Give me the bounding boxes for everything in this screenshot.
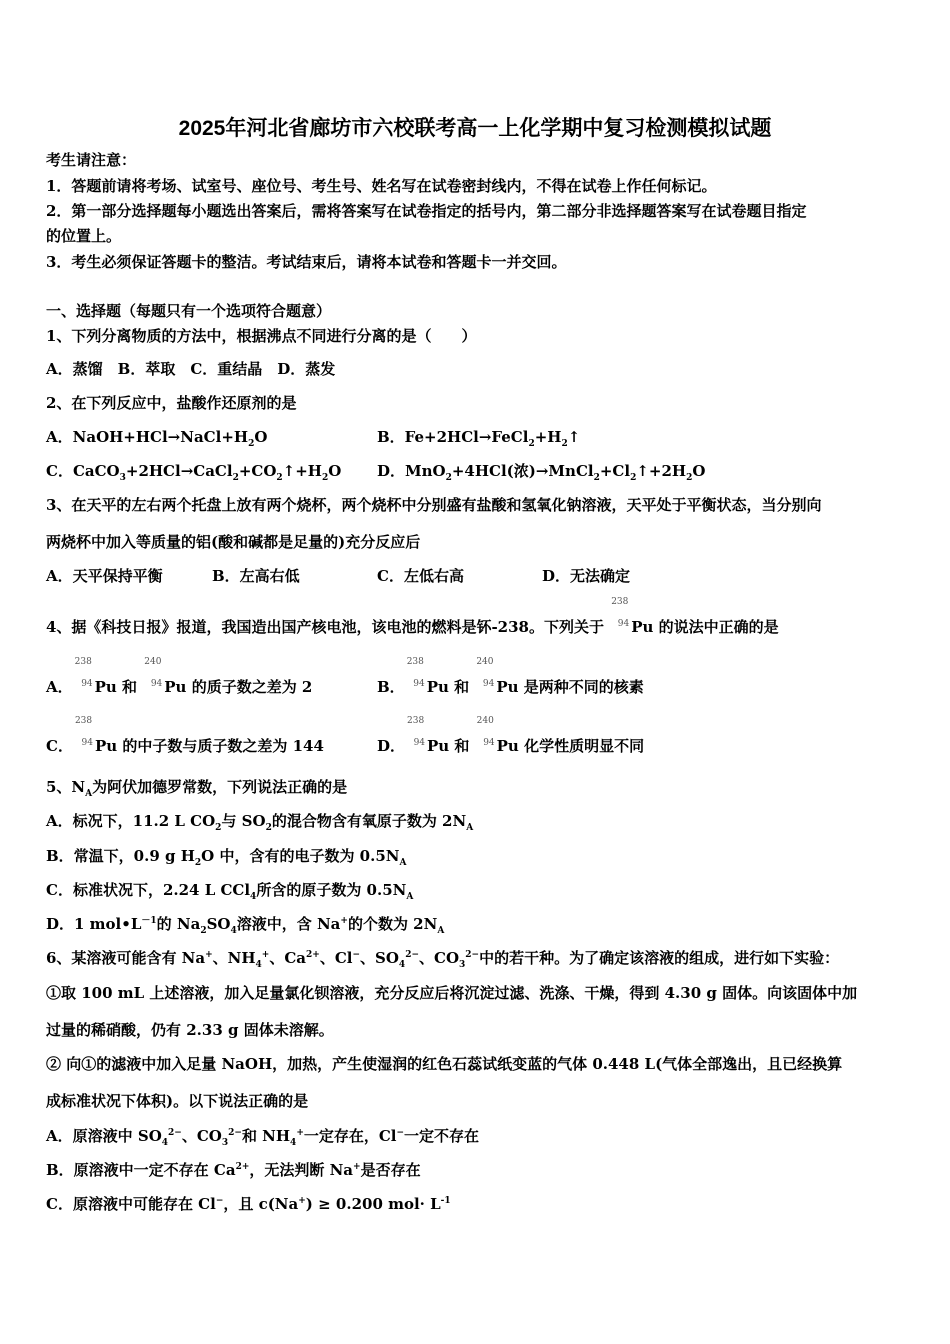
text-run: 一定不存在	[404, 1127, 480, 1145]
atomic-number: 94	[483, 738, 495, 748]
question-6-step-1: 过量的稀硝酸，仍有 2.33 g 固体未溶解。	[46, 1021, 334, 1039]
subscript: A	[437, 926, 445, 936]
question-5-option-a	[46, 811, 473, 831]
question-4-option-d	[377, 716, 645, 756]
text-run: Pu 和	[427, 737, 475, 755]
text-run: 中的若干种。为了确定该溶液的组成，进行如下实验：	[479, 949, 840, 967]
text-run: ↑+2H	[636, 462, 687, 480]
text-run: 一定存在，Cl	[303, 1127, 397, 1145]
text-run: 溶液中，含 Na	[236, 915, 341, 933]
atomic-number: 94	[150, 679, 163, 689]
atomic-number: 94	[617, 619, 630, 629]
question-1-options: A．蒸馏 B．萃取 C．重结晶 D．蒸发	[46, 360, 336, 378]
subscript: 3	[459, 960, 466, 970]
subscript: 2	[528, 439, 535, 449]
question-5-option-c	[46, 880, 413, 900]
mass-number: 238	[611, 597, 629, 607]
nuclide-notation	[609, 597, 631, 632]
subscript: A	[466, 823, 474, 833]
mass-number: 238	[74, 716, 93, 726]
text-run: D．	[377, 737, 406, 755]
superscript: 2+	[306, 950, 320, 960]
nuclide-notation	[475, 716, 497, 751]
subscript: 2	[593, 473, 600, 483]
text-run: O	[692, 462, 706, 480]
notice-heading: 考生请注意：	[46, 151, 137, 169]
question-5-option-b	[46, 846, 406, 866]
text-run: ↑	[567, 428, 581, 446]
superscript: 2+	[235, 1162, 250, 1172]
subscript: 2	[561, 439, 568, 449]
question-3-stem: 3、在天平的左右两个托盘上放有两个烧杯，两个烧杯中分别盛有盐酸和氢氧化钠溶液，天平处于平衡状态，当分别向	[46, 496, 822, 514]
text-run: C．	[46, 737, 73, 755]
nuclide-notation	[142, 657, 164, 692]
text-run: 的 Na	[156, 915, 201, 933]
question-2-option-d	[377, 461, 705, 481]
text-run: O 中，含有的电子数为 0.5N	[201, 847, 400, 865]
text-run: B．常温下，0.9 g H	[46, 847, 195, 865]
text-run: Pu 和	[426, 678, 475, 696]
atomic-number: 94	[482, 679, 495, 689]
question-3-stem: 两烧杯中加入等质量的铝(酸和碱都是足量的)充分反应后	[46, 533, 421, 551]
superscript: −	[396, 1128, 405, 1138]
superscript: -1	[440, 1196, 451, 1206]
atomic-number: 94	[413, 738, 426, 748]
text-run: A．标况下，11.2 L CO	[46, 812, 216, 830]
question-6-option-c	[46, 1194, 451, 1214]
mass-number: 238	[406, 657, 424, 667]
text-run: C．标准状况下，2.24 L CCl	[46, 881, 251, 899]
subscript: 3	[221, 1138, 229, 1148]
text-run: 与 SO	[221, 812, 266, 830]
question-4-option-a	[46, 657, 313, 697]
subscript: A	[406, 892, 414, 902]
question-5-option-d	[46, 914, 444, 934]
question-1-stem: 1、下列分离物质的方法中，根据沸点不同进行分离的是（ ）	[46, 327, 477, 345]
mass-number: 238	[74, 657, 92, 667]
atomic-number: 94	[413, 679, 425, 689]
superscript: −	[352, 950, 361, 960]
text-run: 为阿伏加德罗常数，下列说法正确的是	[92, 778, 348, 796]
superscript: +	[340, 916, 348, 926]
text-run: C．CaCO	[46, 462, 120, 480]
superscript: 2−	[168, 1128, 182, 1138]
subscript: 2	[248, 439, 255, 449]
subscript: 2	[215, 823, 222, 833]
text-run: 的个数为 2N	[347, 915, 438, 933]
text-run: 、NH	[212, 949, 256, 967]
superscript: +	[298, 1196, 306, 1206]
notice-item: 3．考生必须保证答题卡的整洁。考试结束后，请将本试卷和答题卡一并交回。	[46, 253, 567, 271]
text-run: 所含的原子数为 0.5N	[256, 881, 407, 899]
subscript: 4	[255, 960, 262, 970]
superscript: 2−	[465, 950, 480, 960]
subscript: 4	[290, 1138, 297, 1148]
text-run: 、CO	[419, 949, 460, 967]
text-run: C．原溶液中可能存在 Cl	[46, 1195, 216, 1213]
superscript: 2−	[405, 950, 419, 960]
text-run: 和 NH	[241, 1127, 291, 1145]
subscript: A	[85, 789, 93, 799]
subscript: 2	[194, 858, 202, 868]
text-run: 、Ca	[269, 949, 307, 967]
subscript: 2	[445, 473, 452, 483]
question-6-step-1: ①取 100 mL 上述溶液，加入足量氯化钡溶液，充分反应后将沉淀过滤、洗涤、干燥，得到 4.30 g 固体。向该固体中加	[46, 984, 858, 1002]
question-3-option-d: D．无法确定	[542, 567, 631, 585]
text-run: B．	[377, 678, 405, 696]
text-run: ，无法判断 Na	[249, 1161, 354, 1179]
text-run: 、SO	[360, 949, 399, 967]
question-6-stem	[46, 948, 839, 968]
mass-number: 240	[144, 657, 162, 667]
superscript: 2−	[228, 1128, 242, 1138]
text-run: A．NaOH+HCl→NaCl+H	[46, 428, 249, 446]
superscript: +	[353, 1162, 361, 1172]
atomic-number: 94	[81, 679, 93, 689]
text-run: ↑+H	[282, 462, 322, 480]
question-2-stem: 2、在下列反应中，盐酸作还原剂的是	[46, 394, 297, 412]
superscript: +	[261, 950, 270, 960]
text-run: +H	[534, 428, 562, 446]
subscript: 2	[200, 926, 207, 936]
notice-item: 1．答题前请将考场、试室号、座位号、考生号、姓名写在试卷密封线内，不得在试卷上作任何标记。	[46, 177, 717, 195]
question-6-option-a	[46, 1126, 479, 1146]
nuclide-notation	[405, 657, 427, 692]
question-2-option-a	[46, 427, 267, 447]
question-6-option-b	[46, 1160, 421, 1180]
superscript: +	[296, 1128, 304, 1138]
text-run: Pu 的质子数之差为 2	[164, 678, 313, 696]
text-run: +2HCl→CaCl	[125, 462, 233, 480]
text-run: Pu 是两种不同的核素	[496, 678, 644, 696]
section-heading: 一、选择题（每题只有一个选项符合题意）	[46, 302, 332, 320]
nuclide-notation	[474, 657, 496, 692]
subscript: 4	[398, 960, 406, 970]
text-run: B．Fe+2HCl→FeCl	[377, 428, 529, 446]
text-run: 6、某溶液可能含有 Na	[46, 949, 206, 967]
page-title: 2025年河北省廊坊市六校联考高一上化学期中复习检测模拟试题	[178, 117, 772, 140]
subscript: 4	[161, 1138, 169, 1148]
text-run: 、CO	[181, 1127, 222, 1145]
text-run: Pu 化学性质明显不同	[496, 737, 645, 755]
subscript: 2	[265, 823, 272, 833]
text-run: 5、N	[46, 778, 86, 796]
superscript: +	[205, 950, 213, 960]
text-run: SO	[206, 915, 231, 933]
text-run: O	[254, 428, 268, 446]
question-4-stem	[46, 597, 779, 637]
notice-item: 的位置上。	[46, 227, 122, 245]
text-run: Pu 和	[94, 678, 143, 696]
text-run: B．原溶液中一定不存在 Ca	[46, 1161, 236, 1179]
subscript: 2	[232, 473, 239, 483]
text-run: Pu 的说法中正确的是	[631, 618, 779, 636]
subscript: 4	[250, 892, 257, 902]
text-run: D．1 mol•L	[46, 915, 142, 933]
nuclide-notation	[73, 716, 95, 751]
nuclide-notation	[405, 716, 427, 751]
text-run: D．MnO	[377, 462, 446, 480]
superscript: －1	[141, 916, 157, 926]
mass-number: 238	[407, 716, 425, 726]
text-run: +CO	[238, 462, 277, 480]
nuclide-notation	[73, 657, 95, 692]
superscript: −	[215, 1196, 224, 1206]
subscript: A	[399, 858, 407, 868]
mass-number: 240	[476, 657, 494, 667]
subscript: 4	[230, 926, 237, 936]
subscript: 2	[686, 473, 693, 483]
question-3-option-b: B．左高右低	[212, 567, 300, 585]
subscript: 3	[119, 473, 126, 483]
question-2-option-b	[377, 427, 580, 447]
text-run: 、Cl	[319, 949, 353, 967]
question-3-option-c: C．左低右高	[377, 567, 464, 585]
notice-item: 2．第一部分选择题每小题选出答案后，需将答案写在试卷指定的括号内，第二部分非选择题答案写在试卷题目指定	[46, 202, 807, 220]
text-run: 是否存在	[360, 1161, 421, 1179]
question-4-option-c	[46, 716, 324, 756]
text-run: +4HCl(浓)→MnCl	[451, 462, 594, 480]
question-2-option-c	[46, 461, 341, 481]
text-run: A．原溶液中 SO	[46, 1127, 162, 1145]
text-run: 的混合物含有氧原子数为 2N	[271, 812, 467, 830]
text-run: ，且 c(Na	[223, 1195, 299, 1213]
subscript: 2	[276, 473, 283, 483]
question-5-stem	[46, 777, 347, 797]
text-run: A．	[46, 678, 73, 696]
text-run: O	[328, 462, 342, 480]
text-run: ) ≥ 0.200 mol· L	[305, 1195, 441, 1213]
question-4-option-b	[377, 657, 644, 697]
subscript: 2	[321, 473, 329, 483]
question-3-option-a: A．天平保持平衡	[46, 567, 163, 585]
question-6-step-2: 成标准状况下体积)。以下说法正确的是	[46, 1092, 309, 1110]
mass-number: 240	[476, 716, 494, 726]
text-run: Pu 的中子数与质子数之差为 144	[94, 737, 324, 755]
question-6-step-2: ② 向①的滤液中加入足量 NaOH，加热，产生使湿润的红色石蕊试纸变蓝的气体 0.448 L(气体全部逸出，且已经换算	[46, 1055, 843, 1073]
text-run: 4、据《科技日报》报道，我国造出国产核电池，该电池的燃料是钚-238。下列关于	[46, 618, 610, 636]
text-run: +Cl	[599, 462, 631, 480]
subscript: 2	[630, 473, 637, 483]
atomic-number: 94	[81, 738, 93, 748]
